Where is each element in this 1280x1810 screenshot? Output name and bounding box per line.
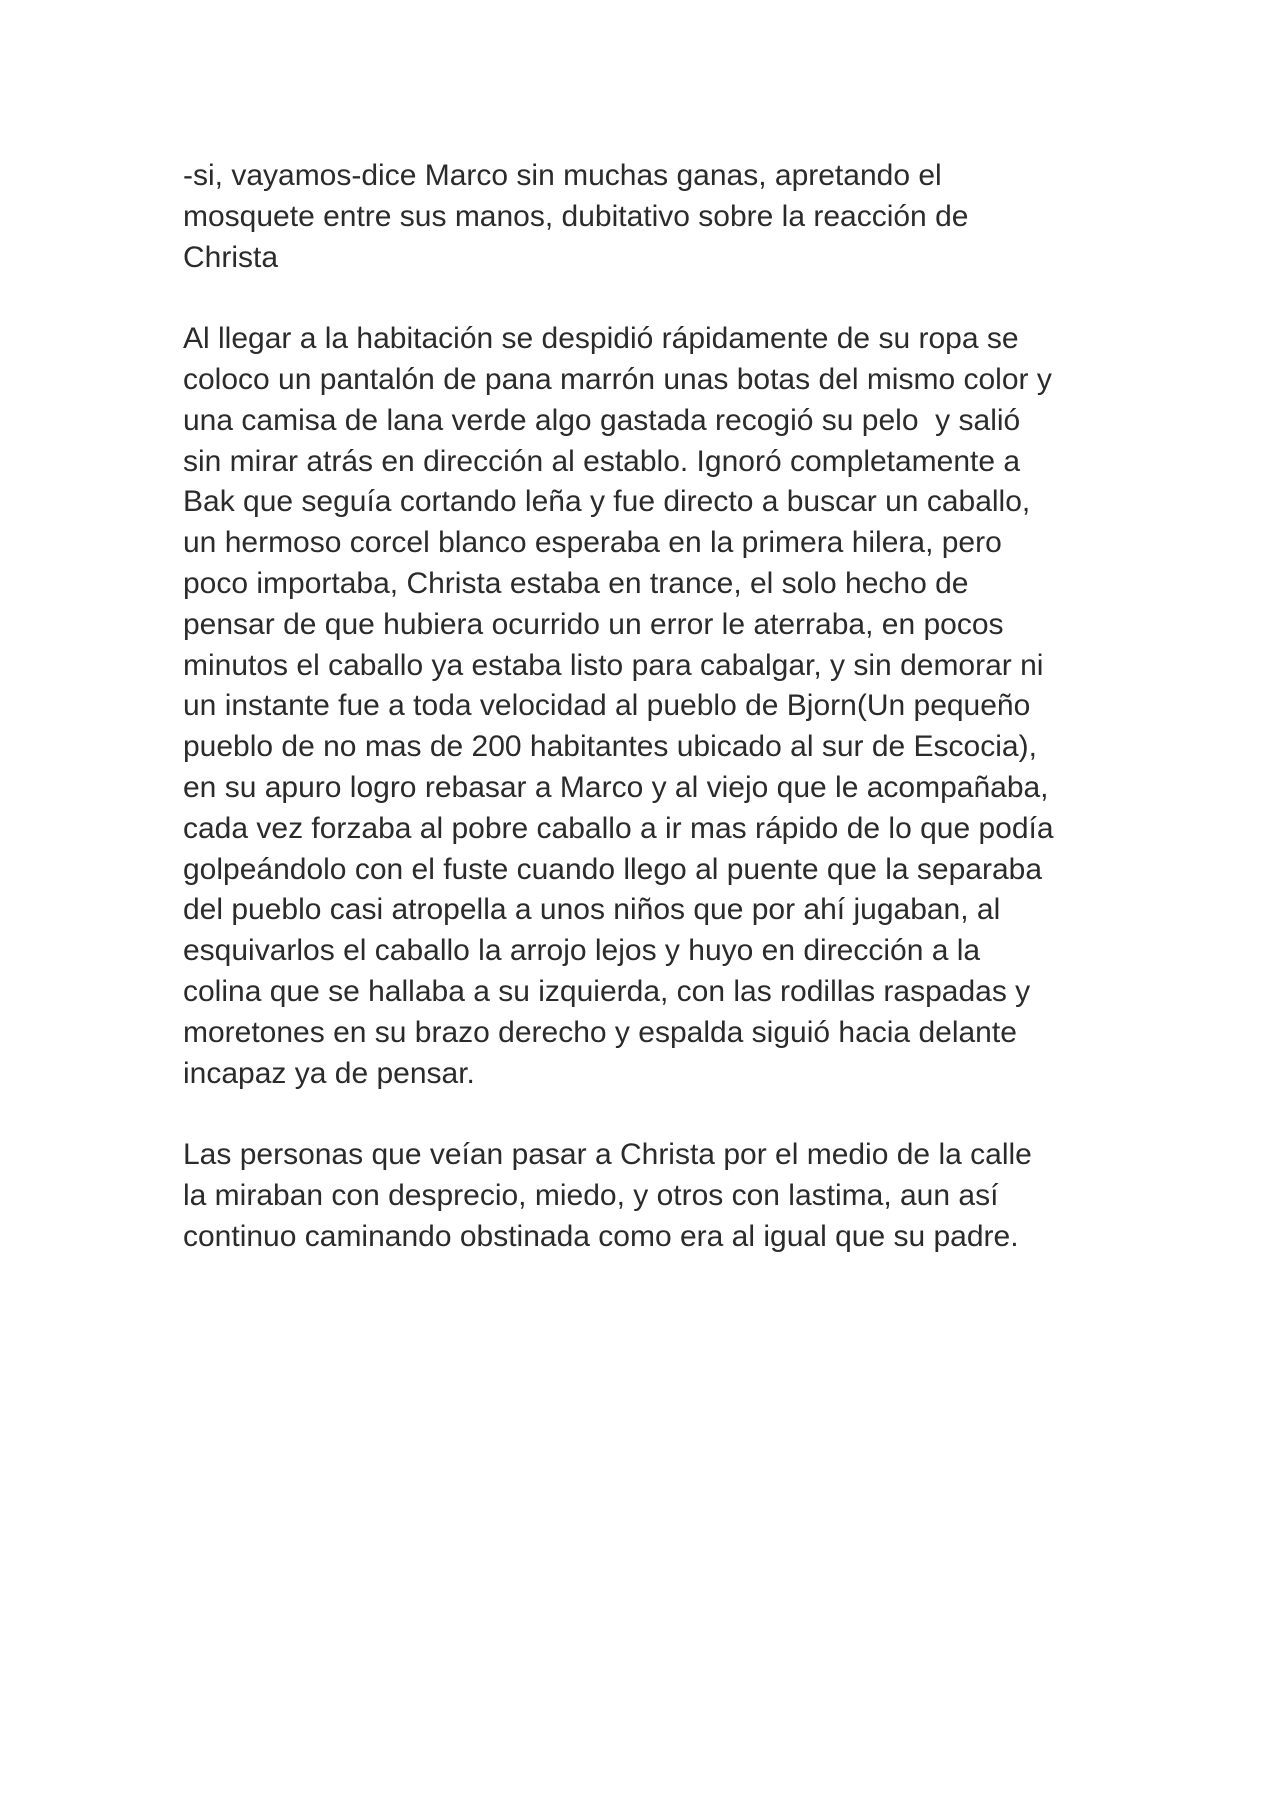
paragraph-2 bbox=[183, 319, 1103, 1094]
text-line: pensar de que hubiera ocurrido un error le aterraba, en pocos bbox=[183, 607, 1004, 641]
text-line: una camisa de lana verde algo gastada recogió su pelo y salió bbox=[183, 403, 1021, 437]
paragraph-3 bbox=[183, 1135, 1103, 1257]
text-line: -si, vayamos-dice Marco sin muchas ganas, apretando el bbox=[183, 159, 942, 192]
text-line: colina que se hallaba a su izquierda, con las rodillas raspadas y bbox=[183, 974, 1031, 1008]
text-line: del pueblo casi atropella a unos niños que por ahí jugaban, al bbox=[183, 893, 1001, 927]
text-line: incapaz ya de pensar. bbox=[183, 1056, 475, 1090]
text-line: esquivarlos el caballo la arrojo lejos y huyo en dirección a la bbox=[183, 934, 981, 968]
text-line: mosquete entre sus manos, dubitativo sobre la reacción de bbox=[183, 199, 969, 233]
text-line: pueblo de no mas de 200 habitantes ubicado al sur de Escocia), bbox=[183, 730, 1037, 764]
text-line: moretones en su brazo derecho y espalda siguió hacia delante bbox=[183, 1015, 1017, 1049]
text-line: un hermoso corcel blanco esperaba en la primera hilera, pero bbox=[183, 526, 1002, 560]
text-line: sin mirar atrás en dirección al establo. Ignoró completamente a bbox=[183, 444, 1021, 478]
text-line: poco importaba, Christa estaba en trance, el solo hecho de bbox=[183, 566, 969, 600]
text-line: Bak que seguía cortando leña y fue directo a buscar un caballo, bbox=[183, 485, 1031, 519]
text-line: la miraban con desprecio, miedo, y otros con lastima, aun así bbox=[183, 1178, 999, 1212]
text-line: Christa bbox=[183, 240, 279, 274]
text-line: Las personas que veían pasar a Christa por el medio de la calle bbox=[183, 1138, 1032, 1172]
text-line: en su apuro logro rebasar a Marco y al viejo que le acompañaba, bbox=[183, 770, 1049, 804]
text-line: coloco un pantalón de pana marrón unas botas del mismo color y bbox=[183, 362, 1052, 396]
text-line: continuo caminando obstinada como era al igual que su padre. bbox=[183, 1219, 1019, 1253]
paragraph-1 bbox=[183, 156, 1103, 278]
text-line: Al llegar a la habitación se despidió rápidamente de su ropa se bbox=[183, 322, 1019, 356]
text-line: minutos el caballo ya estaba listo para cabalgar, y sin demorar ni bbox=[183, 648, 1044, 682]
text-line: cada vez forzaba al pobre caballo a ir mas rápido de lo que podía bbox=[183, 811, 1054, 845]
document-body bbox=[183, 156, 1103, 1298]
text-line: un instante fue a toda velocidad al pueblo de Bjorn(Un pequeño bbox=[183, 689, 1031, 723]
text-line: golpeándolo con el fuste cuando llego al puente que la separaba bbox=[183, 852, 1043, 886]
